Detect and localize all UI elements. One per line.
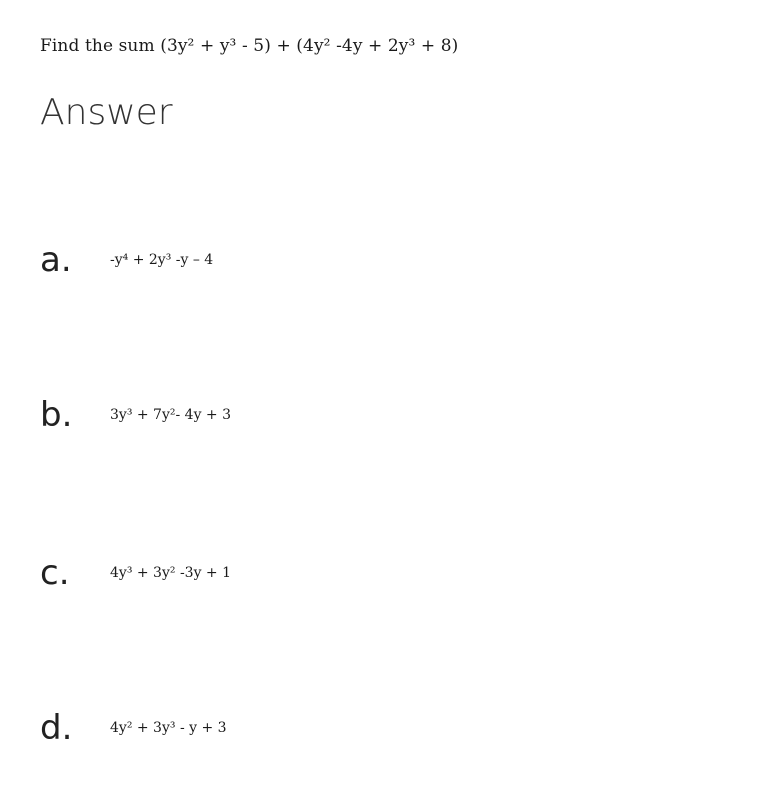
option-expression: 4y³ + 3y² -3y + 1 [110,565,232,581]
option-letter: a. [40,240,72,280]
option-expression: 3y³ + 7y²- 4y + 3 [110,407,232,423]
answer-option-b[interactable] [40,395,231,435]
option-expression: 4y² + 3y³ - y + 3 [110,720,227,736]
answer-option-c[interactable] [40,553,231,593]
option-expression: -y⁴ + 2y³ -y – 4 [110,252,214,268]
question-text: Find the sum (3y² + y³ - 5) + (4y² -4y + 2y³ + 8) [40,36,459,56]
option-letter: d. [40,708,73,748]
answer-heading: Answer [40,92,173,133]
answer-option-a[interactable] [40,240,213,280]
option-letter: b. [40,395,73,435]
answer-option-d[interactable] [40,708,227,748]
option-letter: c. [40,553,70,593]
